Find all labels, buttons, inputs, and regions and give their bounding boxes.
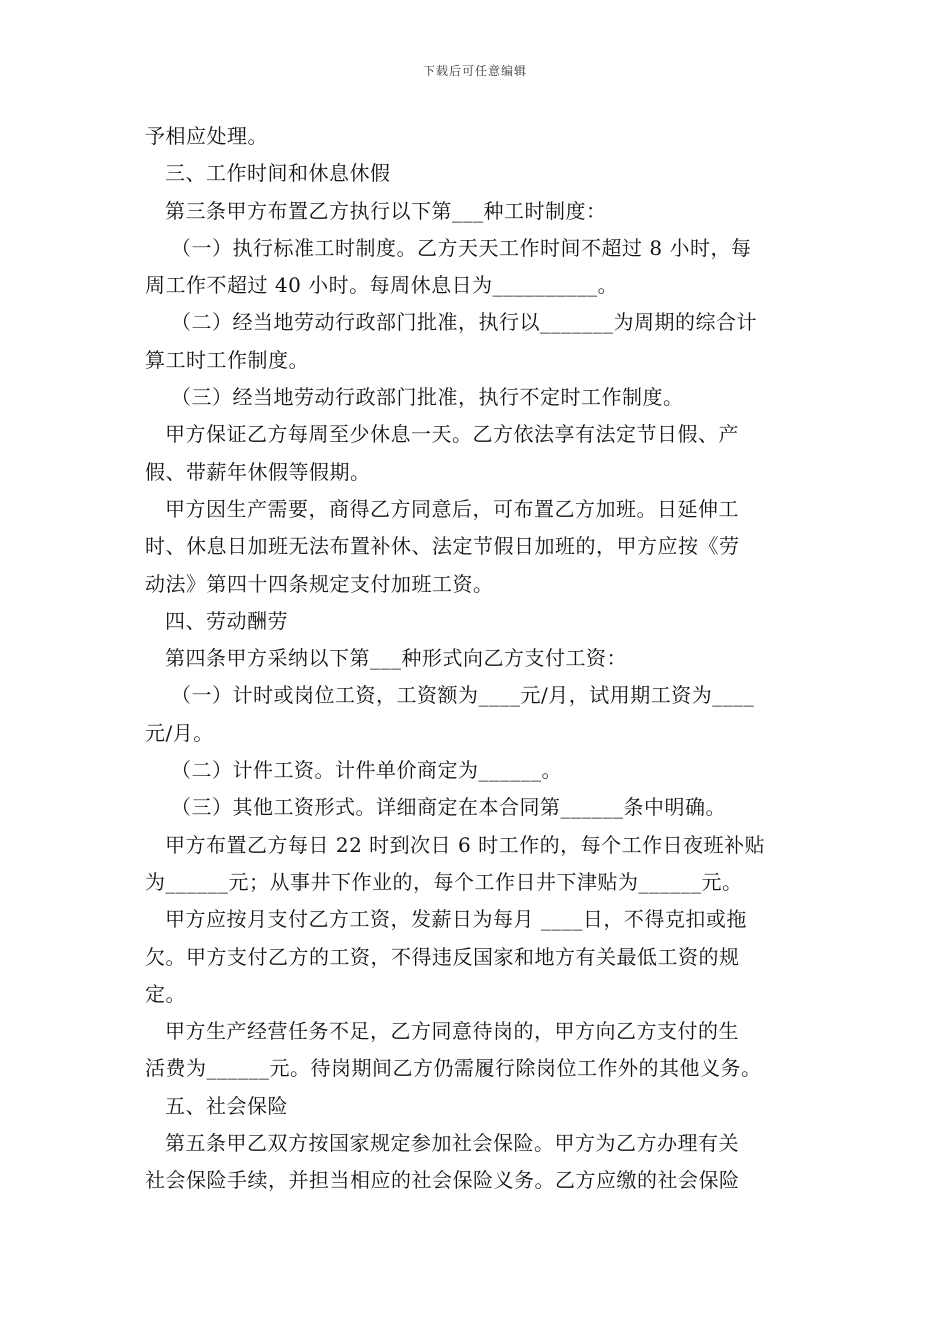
text-line: （三）其他工资形式。详细商定在本合同第______条中明确。	[171, 795, 726, 820]
text-line: 三、工作时间和休息休假	[165, 161, 391, 186]
text-line: 甲方因生产需要，商得乙方同意后，可布置乙方加班。日延伸工	[165, 496, 739, 521]
text-line: 元/月。	[145, 720, 214, 745]
page-header-note: 下载后可任意编辑	[422, 64, 527, 78]
text-line: （一）执行标准工时制度。乙方天天工作时间不超过 8 小时，每	[171, 235, 752, 260]
text-line: 第五条甲乙双方按国家规定参加社会保险。甲方为乙方办理有关	[165, 1131, 739, 1156]
text-line: 予相应处理。	[145, 124, 268, 148]
text-line: 欠。甲方支付乙方的工资，不得违反国家和地方有关最低工资的规	[145, 944, 740, 969]
text-line: 甲方保证乙方每周至少休息一天。乙方依法享有法定节日假、产	[165, 422, 739, 447]
text-line: 甲方生产经营任务不足，乙方同意待岗的，甲方向乙方支付的生	[165, 1019, 739, 1044]
text-line: 甲方布置乙方每日 22 时到次日 6 时工作的，每个工作日夜班补贴	[165, 832, 766, 857]
text-line: 甲方应按月支付乙方工资，发薪日为每月 ____日，不得克扣或拖	[165, 907, 747, 932]
text-line: （三）经当地劳动行政部门批准，执行不定时工作制度。	[171, 385, 684, 410]
text-line: （二）经当地劳动行政部门批准，执行以_______为周期的综合计	[171, 310, 757, 335]
text-line: 四、劳动酬劳	[165, 608, 288, 633]
text-line: （二）计件工资。计件单价商定为______。	[171, 758, 562, 783]
text-line: 第四条甲方采纳以下第___种形式向乙方支付工资：	[165, 646, 627, 671]
text-line: 算工时工作制度。	[145, 347, 309, 372]
text-line: 为______元；从事井下作业的，每个工作日井下津贴为______元。	[145, 869, 743, 894]
text-line: 定。	[145, 981, 186, 1006]
text-line: 第三条甲方布置乙方执行以下第___种工时制度：	[165, 198, 607, 223]
text-line: 假、带薪年休假等假期。	[145, 459, 371, 484]
text-line: 社会保险手续，并担当相应的社会保险义务。乙方应缴的社会保险	[145, 1168, 740, 1193]
text-line: （一）计时或岗位工资，工资额为____元/月，试用期工资为____	[171, 683, 755, 708]
text-line: 活费为______元。待岗期间乙方仍需履行除岗位工作外的其他义务。	[145, 1056, 762, 1081]
text-line: 周工作不超过 40 小时。每周休息日为__________。	[145, 273, 619, 298]
text-line: 时、休息日加班无法布置补休、法定节假日加班的，甲方应按《劳	[145, 534, 740, 559]
text-line: 五、社会保险	[165, 1093, 288, 1118]
document-body	[145, 118, 810, 1200]
text-line: 动法》第四十四条规定支付加班工资。	[145, 571, 494, 596]
